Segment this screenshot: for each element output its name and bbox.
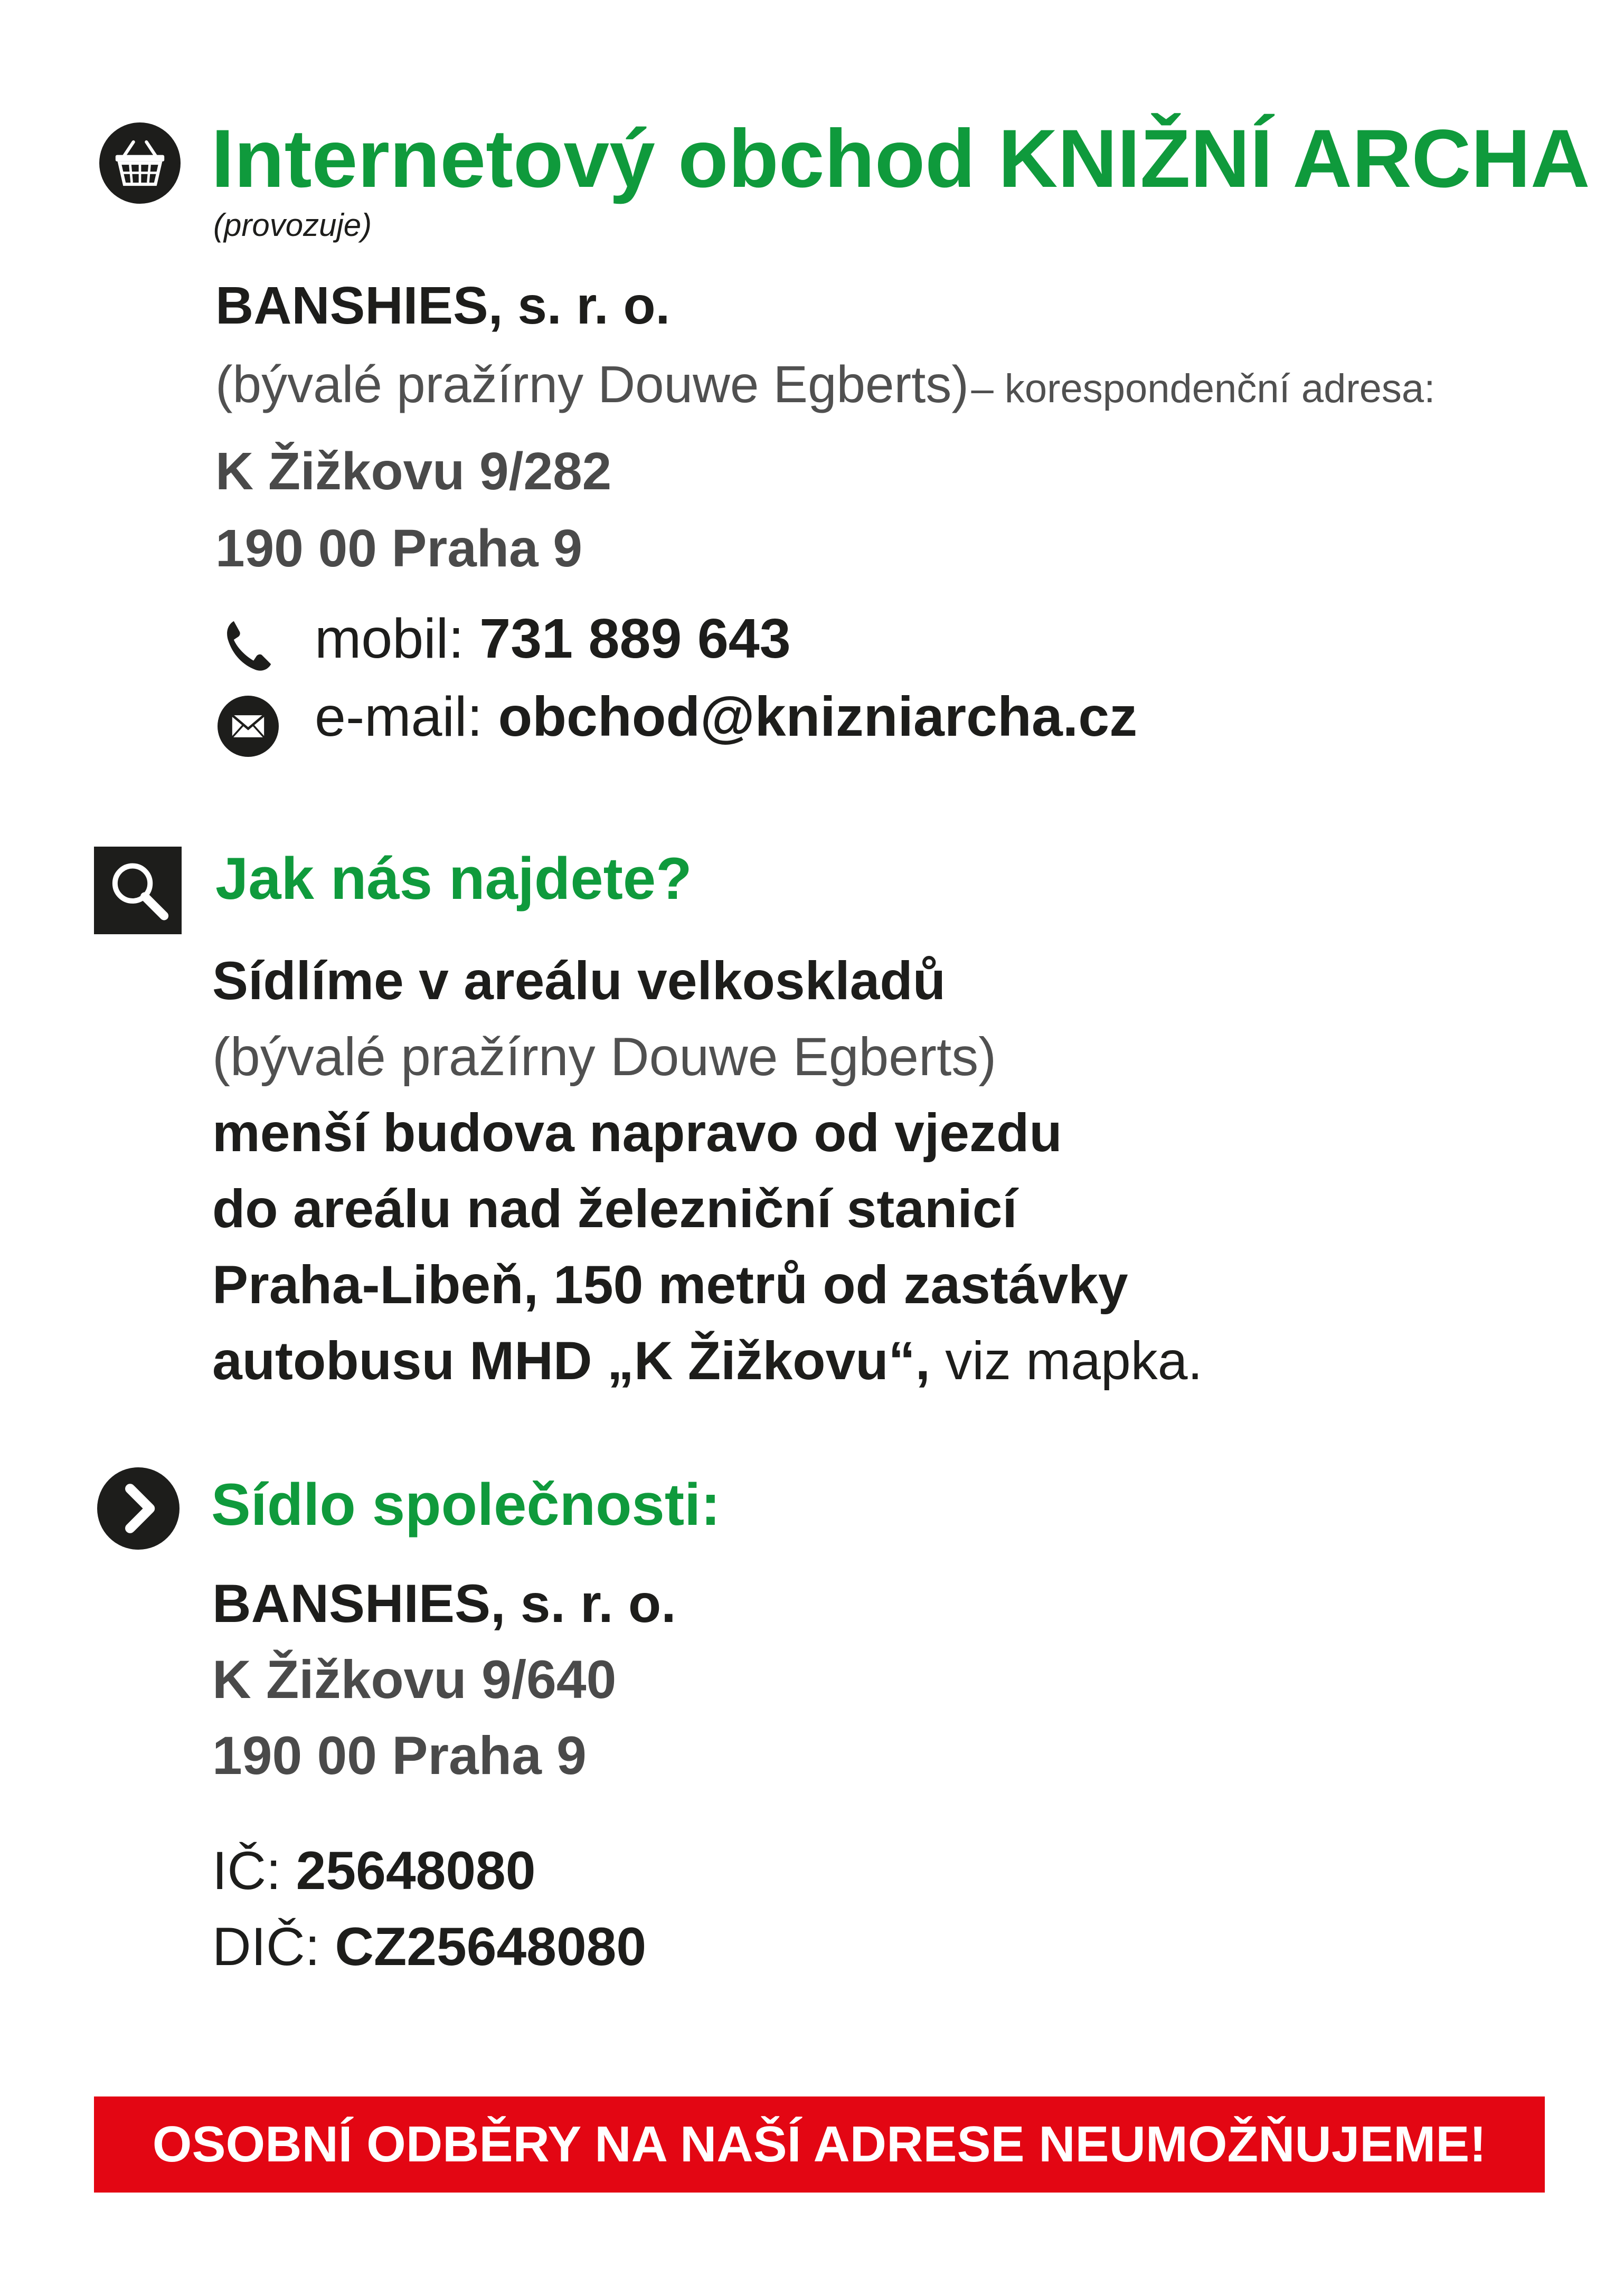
- find-title: Jak nás najdete?: [215, 846, 692, 912]
- chevron-right-icon: [97, 1467, 180, 1550]
- find-line-6-bold: autobusu MHD „K Žižkovu“,: [212, 1331, 930, 1391]
- find-line-6-rest: viz mapka.: [930, 1331, 1203, 1391]
- notice-banner-text: OSOBNÍ ODBĚRY NA NAŠÍ ADRESE NEUMOŽŇUJEME!: [152, 2116, 1487, 2172]
- shop-title: Internetový obchod KNIŽNÍ ARCHA: [211, 113, 1590, 205]
- find-line-1: Sídlíme v areálu velkoskladů: [212, 951, 946, 1011]
- email-label: e-mail:: [315, 686, 483, 748]
- basket-icon: [99, 122, 181, 204]
- find-line-4: do areálu nad železniční stanicí: [212, 1179, 1017, 1239]
- shop-former: [215, 355, 1435, 414]
- ic-line: [212, 1840, 536, 1902]
- phone-line: [315, 607, 791, 671]
- hq-city: 190 00 Praha 9: [212, 1725, 587, 1786]
- correspondence-label: – korespondenční adresa:: [971, 366, 1436, 411]
- find-line-6: [212, 1330, 1203, 1392]
- ic-value: 25648080: [281, 1840, 536, 1901]
- find-line-3: menší budova napravo od vjezdu: [212, 1103, 1062, 1163]
- ic-label: IČ:: [212, 1840, 281, 1901]
- phone-icon: [218, 616, 276, 675]
- shop-street: K Žižkovu 9/282: [215, 442, 612, 501]
- phone-number[interactable]: 731 889 643: [479, 608, 791, 670]
- dic-line: [212, 1916, 646, 1978]
- hq-street: K Žižkovu 9/640: [212, 1649, 617, 1710]
- phone-label: mobil:: [315, 608, 464, 670]
- shop-city: 190 00 Praha 9: [215, 519, 582, 578]
- hq-title: Sídlo společnosti:: [211, 1472, 721, 1538]
- email-line: [315, 685, 1137, 749]
- envelope-icon: [218, 696, 279, 757]
- notice-banner: [94, 2096, 1545, 2193]
- operator-note: (provozuje): [213, 207, 372, 243]
- find-line-5: Praha-Libeň, 150 metrů od zastávky: [212, 1255, 1128, 1315]
- magnifier-icon: [94, 847, 182, 934]
- find-line-2: (bývalé pražírny Douwe Egberts): [212, 1027, 997, 1087]
- shop-former-text: (bývalé pražírny Douwe Egberts): [215, 355, 969, 413]
- dic-label: DIČ:: [212, 1917, 320, 1977]
- dic-value: CZ25648080: [320, 1917, 647, 1977]
- email-address[interactable]: obchod@knizniarcha.cz: [498, 686, 1138, 748]
- hq-company: BANSHIES, s. r. o.: [212, 1573, 676, 1634]
- shop-company: BANSHIES, s. r. o.: [215, 276, 671, 335]
